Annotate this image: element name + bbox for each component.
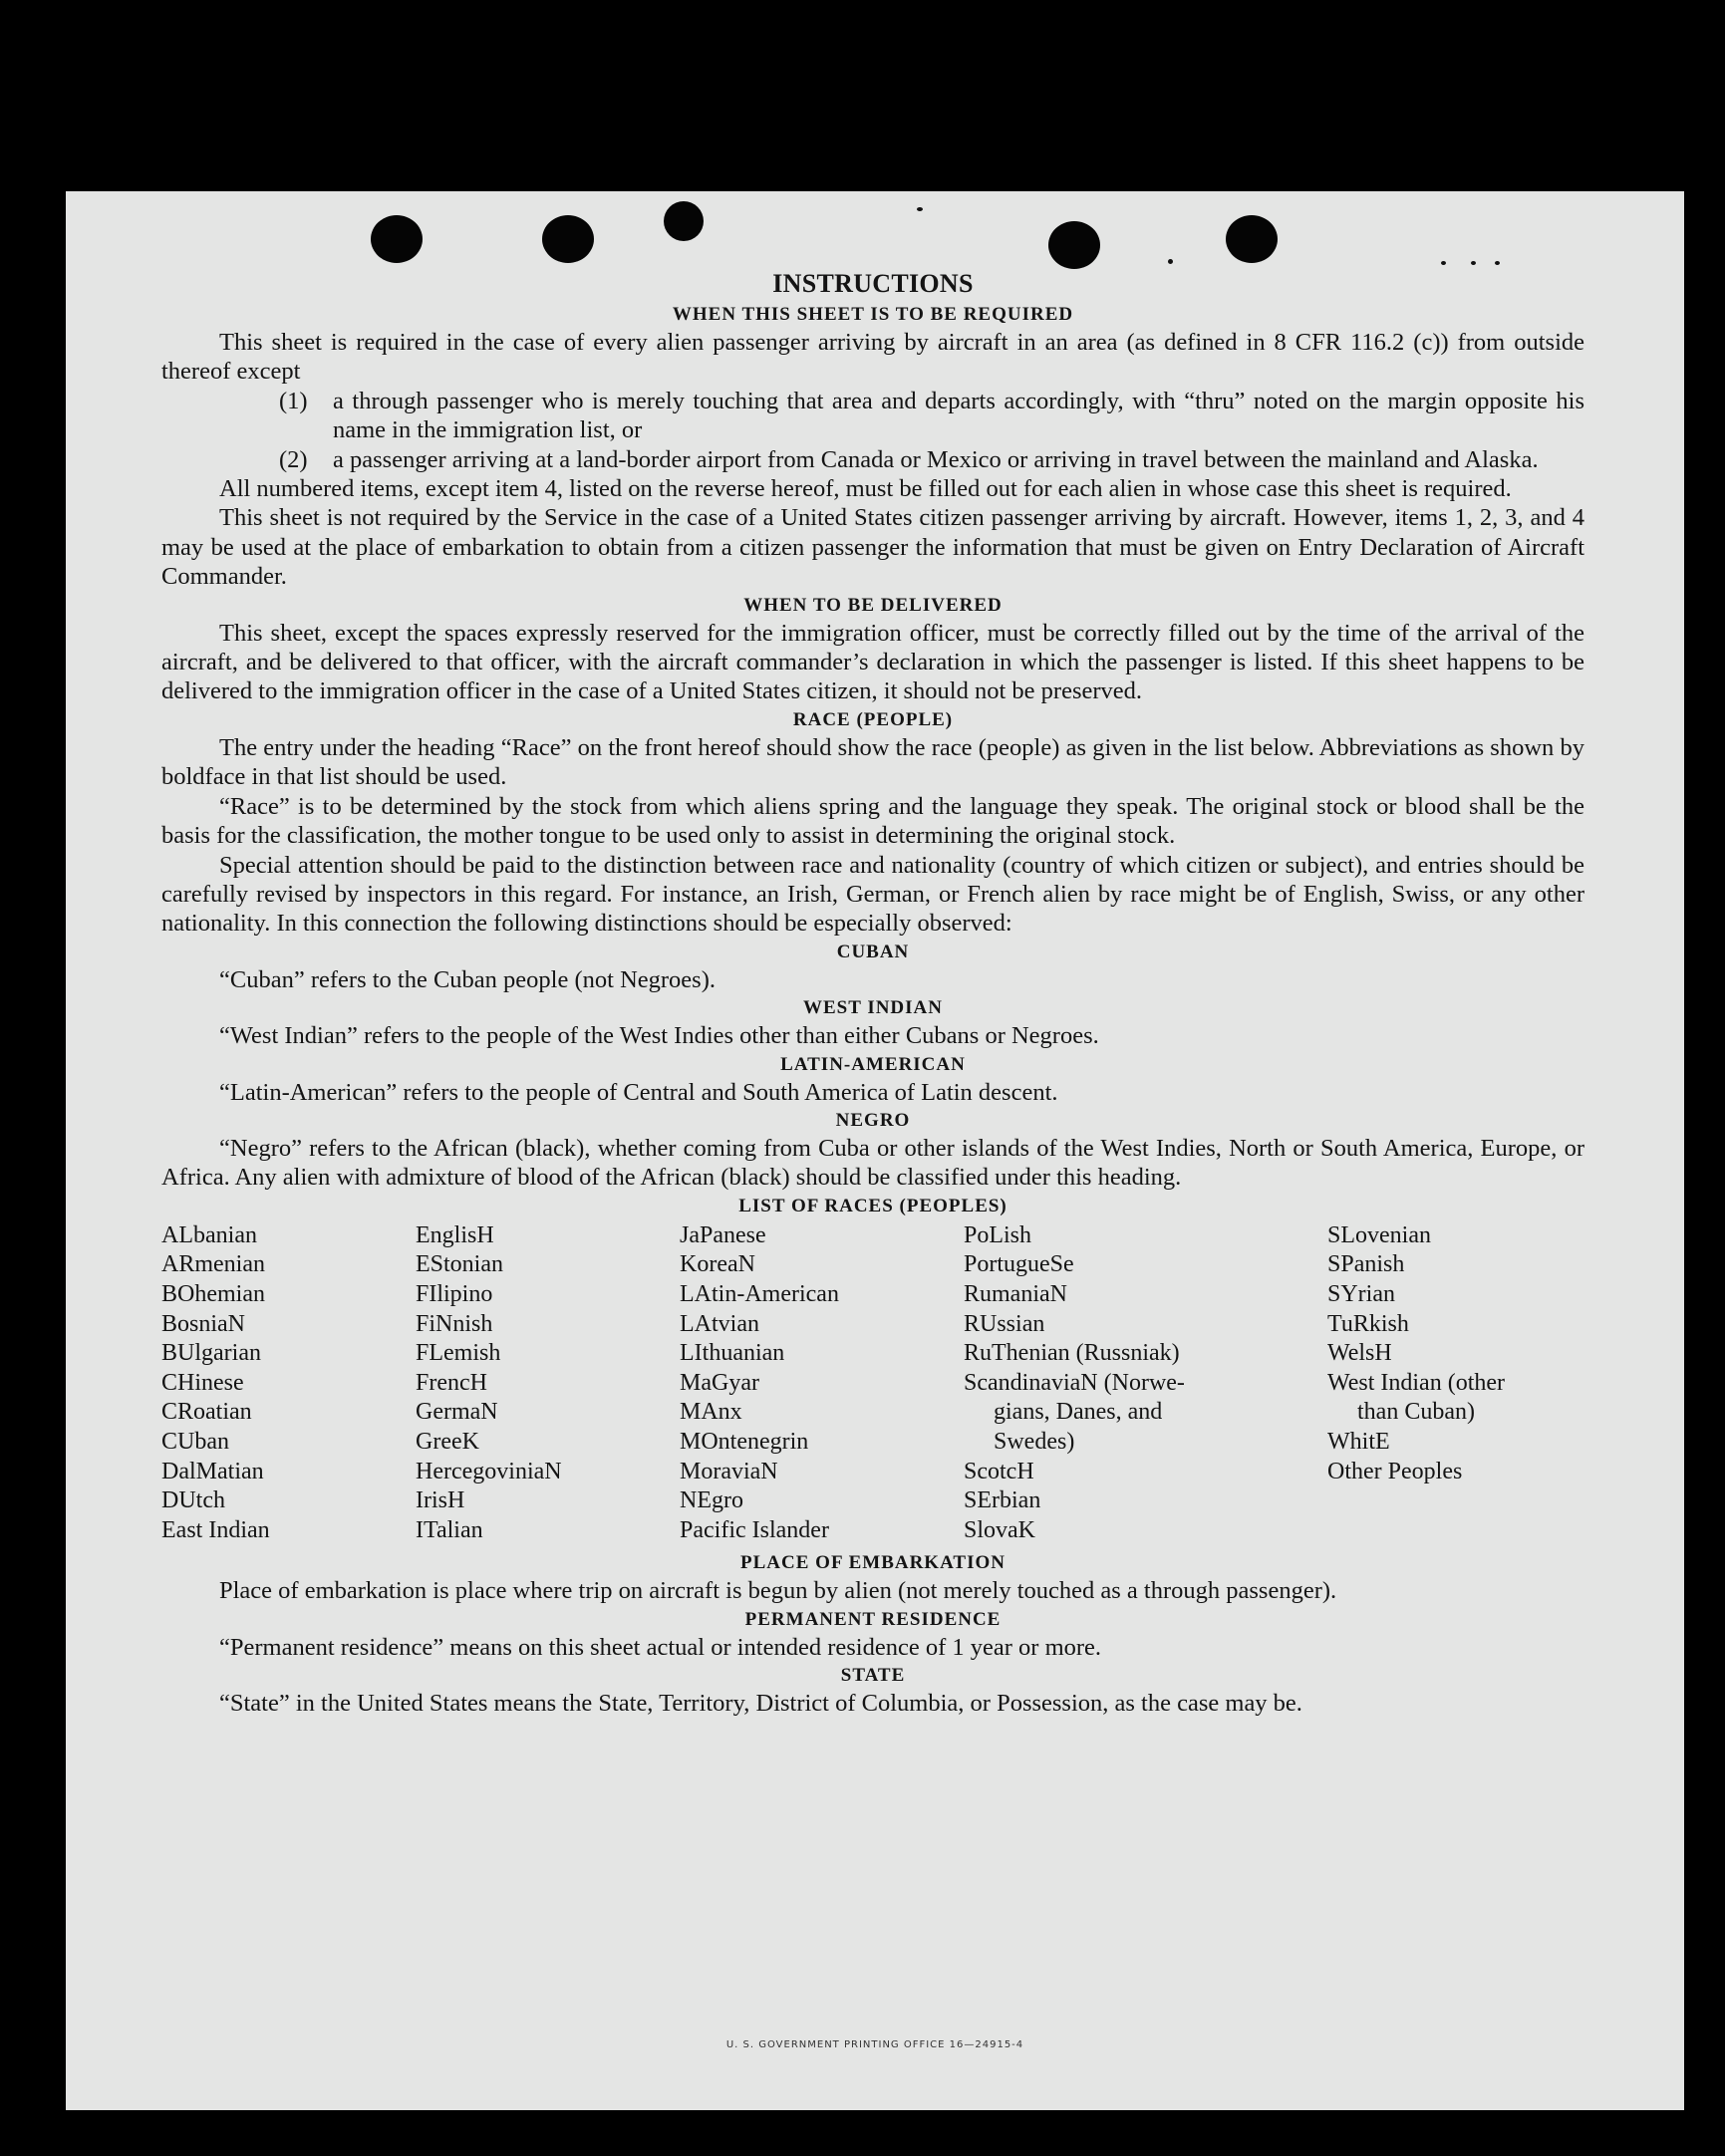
race-entry: Other Peoples [1327,1458,1463,1484]
speck [917,207,923,211]
speck [1441,261,1446,265]
race-entry-continued: gians, Danes, and [994,1399,1163,1426]
punch-hole [371,215,423,263]
speck [1495,261,1500,265]
race-entry: MoraviaN [680,1458,778,1484]
race-entry: ALbanian [161,1221,257,1248]
race-entry: SLovenian [1327,1221,1431,1248]
race-entry: ITalian [416,1516,483,1543]
race-entry: Pacific Islander [680,1516,829,1543]
race-column [680,1221,964,1546]
speck [1471,261,1476,265]
race-entry: CHinese [161,1369,244,1396]
race-entry: GreeK [416,1428,479,1455]
race-column [964,1221,1327,1546]
punch-hole [1048,221,1100,269]
exception-item [161,445,1584,474]
race-entry: FLemish [416,1340,501,1367]
race-entry: SPanish [1327,1251,1405,1278]
heading-west-indian: WEST INDIAN [803,997,943,1019]
race-entry: MOntenegrin [680,1428,809,1455]
race-entry: NEgro [680,1487,743,1514]
race-entry: ScandinaviaN (Norwe- [964,1369,1185,1396]
race-entry: CUban [161,1428,229,1455]
race-entry: DUtch [161,1487,225,1514]
race-entry: HercegoviniaN [416,1458,562,1484]
heading-when-required: WHEN THIS SHEET IS TO BE REQUIRED [672,304,1074,325]
printer-imprint: U. S. GOVERNMENT PRINTING OFFICE 16—24915-4 [725,2039,1024,2050]
race-entry-continued: than Cuban) [1357,1399,1475,1426]
punch-hole [1226,215,1278,263]
race-entry: West Indian (other [1327,1369,1506,1396]
race-entry: DalMatian [161,1458,264,1484]
race-entry: BosniaN [161,1310,245,1337]
race-entry: EStonian [416,1251,503,1278]
item-text: a through passenger who is merely touching that area and departs accordingly, with “thru” noted on the margin opposite his name in the immigration list, or [333,387,1584,444]
race-entry: SYrian [1327,1280,1395,1307]
heading-negro: NEGRO [835,1109,911,1131]
heading-permanent-residence: PERMANENT RESIDENCE [744,1608,1002,1630]
race-entry: WhitE [1327,1428,1390,1455]
race-entry: JaPanese [680,1221,766,1248]
race-entry: RuThenian (Russniak) [964,1340,1180,1367]
race-entry: PoLish [964,1221,1032,1248]
race-column [161,1221,416,1546]
race-entry: TuRkish [1327,1310,1409,1337]
paragraph: “State” in the United States means the State, Territory, District of Columbia, or Possession, as the case may be. [219,1690,1302,1718]
race-entry: IrisH [416,1487,465,1514]
race-entry: MAnx [680,1399,742,1426]
heading-state: STATE [840,1665,906,1687]
punch-hole [542,215,594,263]
race-entry: ARmenian [161,1251,265,1278]
race-entry: East Indian [161,1516,270,1543]
paragraph: “Cuban” refers to the Cuban people (not Negroes). [219,965,716,993]
exception-item [161,387,1584,445]
race-entry: SlovaK [964,1516,1035,1543]
race-entry: MaGyar [680,1369,759,1396]
paragraph: “West Indian” refers to the people of the West Indies other than either Cubans or Negroes. [219,1022,1099,1050]
heading-cuban: CUBAN [836,941,910,962]
race-entry: GermaN [416,1399,498,1426]
paragraph: “Latin-American” refers to the people of Central and South America of Latin descent. [219,1078,1058,1106]
race-list [161,1221,1584,1546]
item-number: (1) [279,387,308,414]
race-entry: KoreaN [680,1251,755,1278]
race-entry: PortugueSe [964,1251,1074,1278]
paragraph: This sheet is required in the case of every alien passenger arriving by aircraft in an area (as defined in 8 CFR 116.2 (c)) from outside thereof except [161,329,1584,386]
race-entry: RUssian [964,1310,1045,1337]
race-entry: CRoatian [161,1399,252,1426]
race-entry: LAtvian [680,1310,759,1337]
race-entry: WelsH [1327,1340,1392,1367]
paragraph: All numbered items, except item 4, listed on the reverse hereof, must be filled out for each alien in whose case this sheet is required. [219,475,1512,503]
document-body [161,267,1584,1719]
race-entry: BUlgarian [161,1340,261,1367]
document-sheet [66,191,1684,2110]
paragraph: Place of embarkation is place where trip on aircraft is begun by alien (not merely touched as a through passenger). [219,1577,1337,1605]
heading-list-of-races: LIST OF RACES (PEOPLES) [738,1195,1007,1216]
race-entry: BOhemian [161,1280,265,1307]
race-entry: SErbian [964,1487,1041,1514]
speck [1168,259,1173,264]
paragraph: “Negro” refers to the African (black), whether coming from Cuba or other islands of the West Indies, North or South America, Europe, or Africa. Any alien with admixture of blood of the African (black) should be classified under this heading. [161,1134,1584,1192]
race-entry: RumaniaN [964,1280,1067,1307]
paragraph: “Race” is to be determined by the stock from which aliens spring and the language they speak. The original stock or blood shall be the basis for the classification, the mother tongue to be used only to assist in determining the original stock. [161,792,1584,850]
item-number: (2) [279,445,308,473]
paragraph: The entry under the heading “Race” on the front hereof should show the race (people) as given in the list below. Abbreviations as shown by boldface in that list should be used. [161,733,1584,791]
race-column [1327,1221,1584,1546]
race-entry: FrencH [416,1369,487,1396]
heading-race: RACE (PEOPLE) [792,708,954,730]
paragraph: Special attention should be paid to the distinction between race and nationality (country of which citizen or subject), and entries should be carefully revised by inspectors in this regard. For instance, an Irish, German, or French alien by race might be of English, Swiss, or any other nationality. In this connection the following distinctions should be especially observed: [161,851,1584,938]
race-entry: LIthuanian [680,1340,785,1367]
paragraph: This sheet is not required by the Service in the case of a United States citizen passenger arriving by aircraft. However, items 1, 2, 3, and 4 may be used at the place of embarkation to obtain from a citizen passenger the information that must be given on Entry Declaration of Aircraft Commander. [161,504,1584,591]
race-entry: FiNnish [416,1310,493,1337]
race-entry: ScotcH [964,1458,1034,1484]
race-entry: FIlipino [416,1280,493,1307]
punch-hole [664,201,704,241]
race-column [416,1221,680,1546]
item-text: a passenger arriving at a land-border airport from Canada or Mexico or arriving in travel between the mainland and Alaska. [333,445,1539,473]
heading-latin-american: LATIN-AMERICAN [780,1053,966,1075]
paragraph: This sheet, except the spaces expressly reserved for the immigration officer, must be correctly filled out by the time of the arrival of the aircraft, and be delivered to that officer, with the aircraft commander’s declaration in which the passenger is listed. If this sheet happens to be delivered to the immigration officer in the case of a United States citizen, it should not be preserved. [161,619,1584,705]
heading-embarkation: PLACE OF EMBARKATION [740,1552,1006,1574]
page-title: INSTRUCTIONS [772,269,974,298]
race-entry: LAtin-American [680,1280,839,1307]
heading-when-delivered: WHEN TO BE DELIVERED [743,594,1003,616]
race-entry: EnglisH [416,1221,494,1248]
paragraph: “Permanent residence” means on this sheet actual or intended residence of 1 year or more. [219,1633,1102,1661]
race-entry-continued: Swedes) [994,1428,1075,1455]
